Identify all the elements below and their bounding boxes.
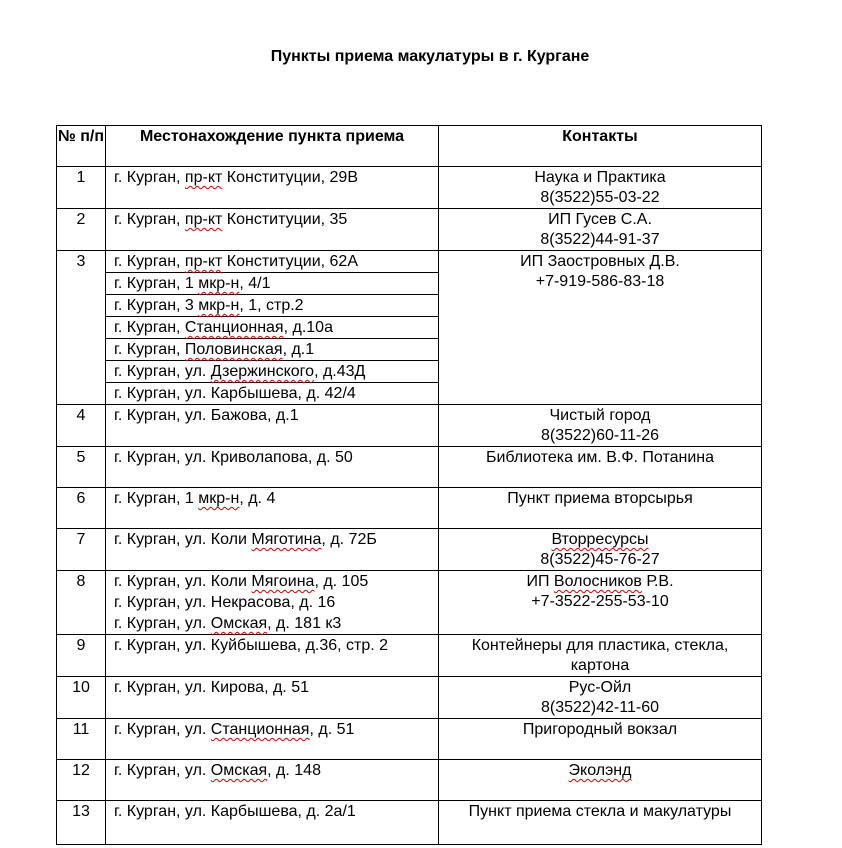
row-number: 4 [57, 405, 106, 447]
address-cell [106, 251, 439, 405]
address-line: г. Курган, пр-кт Конституции, 29В [114, 169, 358, 186]
table-row [57, 677, 762, 719]
spellcheck-word: Вторресурсы [551, 531, 649, 548]
contact-cell [439, 719, 762, 760]
spellcheck-word: Эколэнд [568, 762, 632, 779]
row-number: 11 [57, 719, 106, 760]
contact-line [439, 530, 761, 550]
contact-line: Чистый город [549, 407, 651, 424]
table-row [57, 529, 762, 571]
contact-cell [439, 760, 762, 801]
spellcheck-word: Мягоина [251, 573, 315, 590]
table-row [57, 801, 762, 845]
contact-line: Рус-Ойл [568, 679, 632, 696]
row-number: 7 [57, 529, 106, 571]
table-row [57, 167, 762, 209]
spellcheck-word: Волосников [553, 573, 642, 590]
table-row [57, 719, 762, 760]
contact-cell [439, 209, 762, 251]
spellcheck-word: пр-кт [184, 211, 223, 228]
spellcheck-word: мкр-н [198, 275, 240, 292]
contact-line: 8(3522)42-11-60 [540, 699, 659, 716]
address-line: г. Курган, ул. Криволапова, д. 50 [114, 449, 353, 466]
address-line: г. Курган, ул. Станционная, д. 51 [114, 721, 355, 738]
spellcheck-word: Станционная [210, 721, 310, 738]
address-cell [106, 167, 439, 209]
spellcheck-word: Дзержинского [210, 363, 315, 380]
contact-cell [439, 677, 762, 719]
header-contacts: Контакты [439, 126, 762, 167]
contact-line [439, 761, 761, 781]
row-number: 6 [57, 488, 106, 529]
table-row [57, 760, 762, 801]
address-cell [106, 571, 439, 635]
contact-cell [439, 251, 762, 405]
address-cell [106, 529, 439, 571]
address-line: г. Курган, ул. Омская, д. 181 к3 [114, 615, 342, 632]
spellcheck-word: Станционная [184, 319, 284, 336]
address-cell [106, 209, 439, 251]
spellcheck-word: пр-кт [184, 253, 223, 270]
spellcheck-word: пр-кт [184, 169, 223, 186]
address-cell [106, 760, 439, 801]
address-line: г. Курган, ул. Дзержинского, д.43Д [106, 361, 438, 383]
spellcheck-word: Мяготина [251, 531, 322, 548]
address-cell [106, 719, 439, 760]
address-line: г. Курган, Половинская, д.1 [106, 339, 438, 361]
table-row [57, 488, 762, 529]
row-number: 3 [57, 251, 106, 405]
contact-line: +7-919-586-83-18 [535, 273, 665, 290]
contact-line: Пригородный вокзал [522, 721, 678, 738]
address-line: г. Курган, ул. Коли Мяготина, д. 72Б [114, 531, 377, 548]
address-line: г. Курган, 3 мкр-н, 1, стр.2 [106, 295, 438, 317]
table-row [57, 571, 762, 635]
address-line: г. Курган, ул. Бажова, д.1 [114, 407, 299, 424]
contact-cell [439, 571, 762, 635]
row-number: 8 [57, 571, 106, 635]
address-cell [106, 801, 439, 845]
address-line: г. Курган, 1 мкр-н, д. 4 [114, 490, 276, 507]
spellcheck-word: Половинская [184, 341, 283, 358]
row-number: 9 [57, 635, 106, 677]
table-row [57, 635, 762, 677]
address-line: г. Курган, ул. Омская, д. 148 [114, 762, 321, 779]
contact-line: Пункт приема вторсырья [507, 490, 693, 507]
row-number: 5 [57, 447, 106, 488]
address-cell [106, 635, 439, 677]
row-number: 13 [57, 801, 106, 845]
contact-line: +7-3522-255-53-10 [531, 593, 669, 610]
contact-line: 8(3522)55-03-22 [540, 189, 660, 206]
address-line: г. Курган, ул. Кирова, д. 51 [114, 679, 309, 696]
contact-line: 8(3522)60-11-26 [540, 427, 659, 444]
contact-cell [439, 635, 762, 677]
address-cell [106, 447, 439, 488]
address-line: г. Курган, 1 мкр-н, 4/1 [106, 273, 438, 295]
contact-line: ИП Гусев С.А. [548, 211, 652, 228]
table-row [57, 405, 762, 447]
address-line: г. Курган, ул. Карбышева, д. 42/4 [114, 385, 356, 402]
table-row [57, 209, 762, 251]
table-header-row [57, 126, 762, 167]
collection-points-table [56, 125, 762, 845]
address-line: г. Курган, ул. Коли Мягоина, д. 105 [114, 573, 369, 590]
header-num: № п/п [57, 126, 106, 167]
header-address: Местонахождение пункта приема [106, 126, 439, 167]
row-number: 2 [57, 209, 106, 251]
contact-cell [439, 167, 762, 209]
contact-line: Библиотека им. В.Ф. Потанина [485, 449, 715, 466]
contact-cell [439, 488, 762, 529]
address-line: г. Курган, Станционная, д.10а [106, 317, 438, 339]
row-number: 1 [57, 167, 106, 209]
contact-cell [439, 529, 762, 571]
contact-line: ИП Волосников Р.В. [526, 573, 674, 590]
address-cell [106, 677, 439, 719]
address-line: г. Курган, пр-кт Конституции, 35 [114, 211, 348, 228]
contact-line: 8(3522)44-91-37 [540, 231, 660, 248]
spellcheck-word: мкр-н [198, 490, 240, 507]
spellcheck-word: Омская [210, 762, 268, 779]
contact-line: ИП Заостровных Д.В. [520, 253, 680, 270]
address-line: г. Курган, ул. Некрасова, д. 16 [114, 594, 336, 611]
page-title: Пункты приема макулатуры в г. Кургане [270, 48, 590, 65]
contact-cell [439, 447, 762, 488]
contact-cell [439, 801, 762, 845]
address-cell [106, 405, 439, 447]
contact-line: картона [570, 657, 630, 674]
address-line: г. Курган, ул. Куйбышева, д.36, стр. 2 [114, 637, 389, 654]
address-cell [106, 488, 439, 529]
contact-line: Наука и Практика [534, 169, 666, 186]
row-number: 12 [57, 760, 106, 801]
spellcheck-word: Омская [210, 615, 268, 632]
contact-line: Контейнеры для пластика, стекла, [471, 637, 729, 654]
spellcheck-word: мкр-н [198, 297, 240, 314]
address-line: г. Курган, ул. Карбышева, д. 2а/1 [114, 803, 356, 820]
contact-cell [439, 405, 762, 447]
row-number: 10 [57, 677, 106, 719]
table-row [57, 447, 762, 488]
table-row [57, 251, 762, 405]
contact-line: 8(3522)45-76-27 [540, 551, 660, 568]
address-line: г. Курган, пр-кт Конституции, 62А [106, 251, 438, 273]
contact-line: Пункт приема стекла и макулатуры [468, 803, 732, 820]
